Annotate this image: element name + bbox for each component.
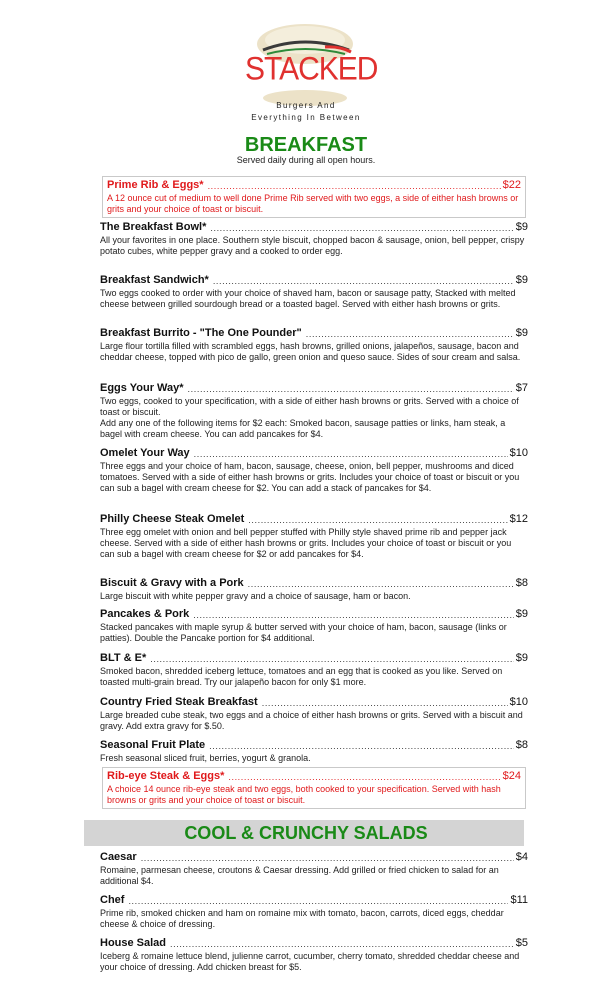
menu-item-biscuit-gravy [100,577,528,602]
menu-item-omelet-your-way [100,447,528,494]
item-name: Eggs Your Way* [100,382,184,394]
menu-item-seasonal-fruit-plate [100,739,528,764]
item-name: Omelet Your Way [100,447,190,459]
item-name: BLT & E* [100,652,147,664]
item-price: $4 [515,851,528,863]
leader-dots [248,515,507,526]
item-description: Fresh seasonal sliced fruit, berries, yogurt & granola. [100,753,311,763]
menu-item-philly-cheese-steak-omelet [100,513,528,560]
leader-dots [141,853,514,864]
menu-item-breakfast-burrito [100,327,528,363]
menu-item-caesar [100,851,528,887]
leader-dots [248,579,514,590]
item-description: Iceberg & romaine lettuce blend, julienne carrot, cucumber, cherry tomato, shredded cheddar cheese and your choice of dressing. Add chicken breast for $5. [100,951,520,972]
logo-tagline-1: Burgers And [276,101,336,110]
item-description: Two eggs cooked to order with your choice of shaved ham, bacon or sausage patty, Stacked with melted cheese between grilled sourdough bread or a toasted bagel. Served with either hash browns or grits. [100,288,516,309]
item-price: $22 [502,179,521,191]
logo-tagline-2: Everything In Between [251,113,361,122]
item-name: House Salad [100,937,167,949]
item-price: $9 [515,327,528,339]
leader-dots [228,772,500,783]
leader-dots [306,329,514,340]
item-name: Breakfast Sandwich* [100,274,209,286]
item-name: Rib-eye Steak & Eggs* [107,770,225,782]
item-name: Philly Cheese Steak Omelet [100,513,245,525]
leader-dots [170,939,514,950]
item-description: Three eggs and your choice of ham, bacon, sausage, cheese, onion, bell pepper, mushrooms and diced tomatoes. Served with a side of either hash browns or grits. Includes your choice of toast or biscuit or you can sub a bagel with cream cheese for $2. You can add a stack of pancakes for $4. [100,461,520,493]
item-description: Smoked bacon, shredded iceberg lettuce, tomatoes and an egg that is cooked as you like. Served on toasted multi-grain bread. Try our jalapeño bacon for only $1 more. [100,666,503,687]
menu-item-chef [100,894,528,930]
menu-item-eggs-your-way [100,382,528,440]
item-description: Stacked pancakes with maple syrup & butter served with your choice of ham, bacon, sausage (links or patties). Double the Pancake portion for $4 additional. [100,622,507,643]
item-description: A 12 ounce cut of medium to well done Prime Rib served with two eggs, a side of either hash browns or grits and your choice of toast or biscuit. [107,193,519,214]
menu-item-breakfast-sandwich [100,274,528,310]
item-description: Prime rib, smoked chicken and ham on romaine mix with tomato, bacon, carrots, diced eggs, cheddar cheese & choice of dressing. [100,908,504,929]
item-description: Three egg omelet with onion and bell pepper stuffed with Philly style shaved prime rib and pepper jack cheese. Served with a side of either hash browns or grits. Includes your choice of toast or biscuit or you can sub a bagel with cream cheese for $2 or add pancakes for $4. [100,527,512,559]
menu-item-prime-rib-eggs [102,176,526,218]
item-price: $9 [515,274,528,286]
item-name: Caesar [100,851,137,863]
leader-dots [128,896,508,907]
item-name: The Breakfast Bowl* [100,221,207,233]
item-name: Chef [100,894,125,906]
item-name: Country Fried Steak Breakfast [100,696,258,708]
item-name: Pancakes & Pork [100,608,190,620]
item-name: Seasonal Fruit Plate [100,739,206,751]
item-price: $10 [509,696,528,708]
item-description: A choice 14 ounce rib-eye steak and two eggs, both cooked to your specification. Served with hash browns or grits and your choice of toast or biscuit. [107,784,501,805]
item-description: Large breaded cube steak, two eggs and a choice of either hash browns or grits. Served with a biscuit and gravy. Add extra gravy for $.50. [100,710,523,731]
item-price: $9 [515,221,528,233]
item-description: Two eggs, cooked to your specification, with a side of either hash browns or grits. Served with a choice of toast or biscuit. Add any one of the following items for $2 each: Smoked bacon, sausage patties or links, ham steak, a bagel with cream cheese. You can add pancakes for $4. [100,396,519,439]
item-price: $9 [515,652,528,664]
item-description: All your favorites in one place. Southern style biscuit, chopped bacon & sausage, onion, bell pepper, crispy potato cubes, white pepper gravy and a cooked to order egg. [100,235,525,256]
leader-dots [209,741,514,752]
item-price: $5 [515,937,528,949]
menu-item-rib-eye-steak-eggs [102,767,526,809]
salads-title: COOL & CRUNCHY SALADS [184,823,428,843]
leader-dots [262,698,508,709]
item-price: $10 [509,447,528,459]
item-price: $8 [515,577,528,589]
item-description: Large biscuit with white pepper gravy and a choice of sausage, ham or bacon. [100,591,411,601]
item-price: $24 [502,770,521,782]
leader-dots [194,449,508,460]
item-name: Biscuit & Gravy with a Pork [100,577,244,589]
item-price: $11 [510,894,528,906]
item-description: Romaine, parmesan cheese, croutons & Caesar dressing. Add grilled or fried chicken to salad for an additional $4. [100,865,499,886]
item-price: $9 [515,608,528,620]
breakfast-subtitle: Served daily during all open hours. [236,155,376,165]
menu-item-blt-e [100,652,528,688]
leader-dots [213,276,514,287]
item-price: $7 [515,382,528,394]
item-price: $12 [509,513,528,525]
logo-wordmark: STACKED [245,51,378,88]
leader-dots [208,181,501,192]
menu-item-country-fried-steak [100,696,528,732]
item-name: Breakfast Burrito - "The One Pounder" [100,327,302,339]
menu-item-breakfast-bowl [100,221,528,257]
leader-dots [210,223,513,234]
item-name: Prime Rib & Eggs* [107,179,204,191]
leader-dots [150,654,514,665]
menu-item-pancakes-pork [100,608,528,644]
leader-dots [188,384,514,395]
item-price: $8 [515,739,528,751]
menu-item-house-salad [100,937,528,973]
leader-dots [193,610,513,621]
breakfast-title: BREAKFAST [244,134,368,156]
item-description: Large flour tortilla filled with scrambled eggs, hash browns, grilled onions, jalapeños, sausage, bacon and cheddar cheese, topped with pico de gallo, green onion and queso sauce. Sides of sour cream and salsa. [100,341,521,362]
